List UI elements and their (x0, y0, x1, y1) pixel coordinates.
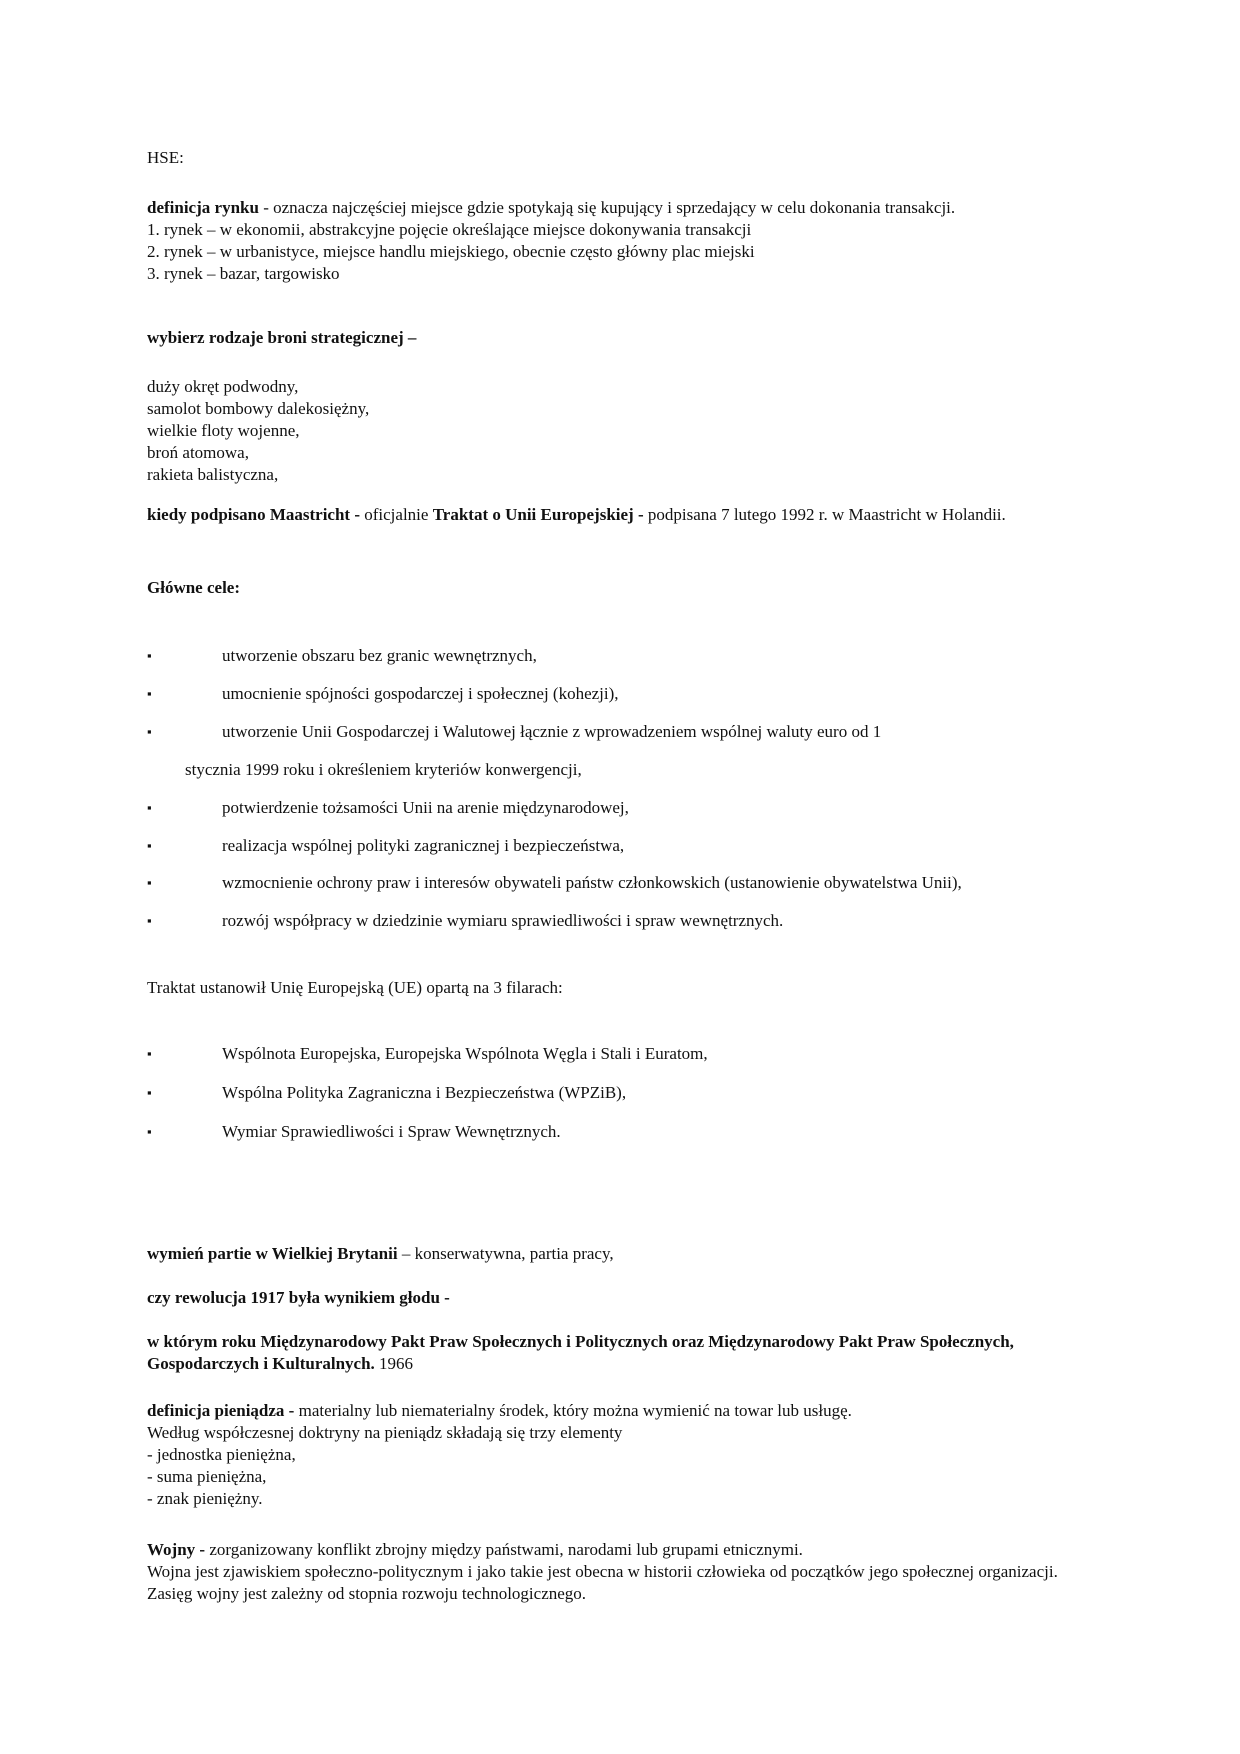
pieniadz-item: - jednostka pieniężna, (147, 1445, 296, 1464)
filary-bullet-item (147, 1082, 1067, 1104)
filary-item-text: Wspólnota Europejska, Europejska Wspólnota Węgla i Stali i Euratom, (222, 1044, 708, 1063)
section-rynek (147, 197, 1067, 285)
cele-bullet-item (147, 721, 1067, 743)
wojny-definition: zorganizowany konflikt zbrojny między państwami, narodami lub grupami etnicznymi. (205, 1540, 803, 1559)
section-pieniadz (147, 1400, 1067, 1510)
bullet-icon: ▪ (147, 1046, 152, 1061)
partie-answer: – konserwatywna, partia pracy, (397, 1244, 614, 1263)
bullet-icon: ▪ (147, 913, 152, 928)
cele-item-continuation: stycznia 1999 roku i określeniem kryteriów konwergencji, (185, 760, 582, 779)
bron-item: duży okręt podwodny, (147, 377, 299, 396)
bron-item: rakieta balistyczna, (147, 465, 279, 484)
pakt-paragraph (147, 1331, 1027, 1375)
cele-item-text: rozwój współpracy w dziedzinie wymiaru sprawiedliwości i spraw wewnętrznych. (222, 911, 784, 930)
rewolucja-question: czy rewolucja 1917 była wynikiem głodu - (147, 1288, 450, 1307)
pieniadz-definition: materialny lub niematerialny środek, który można wymienić na towar lub usługę. (294, 1401, 852, 1420)
bullet-icon: ▪ (147, 838, 152, 853)
wojny-line2: Wojna jest zjawiskiem społeczno-politycznym i jako takie jest obecna w historii człowieka od początków jego społecznej organizacji. Zasięg wojny jest zależny od stopnia rozwoju technologicznego. (147, 1562, 1058, 1603)
rynek-definition: - oznacza najczęściej miejsce gdzie spotykają się kupujący i sprzedający w celu dokonania transakcji. (258, 198, 956, 217)
bullet-icon: ▪ (147, 1124, 152, 1139)
cele-bullet-item (147, 872, 1067, 894)
cele-bullet-item (147, 645, 1067, 667)
filary-item-text: Wymiar Sprawiedliwości i Spraw Wewnętrznych. (222, 1122, 561, 1141)
rynek-item: 1. rynek – w ekonomii, abstrakcyjne pojęcie określające miejsce dokonywania transakcji (147, 220, 752, 239)
bron-list (147, 376, 1067, 486)
maastricht-treaty-name: Traktat o Unii Europejskiej - (432, 505, 644, 524)
page-heading: HSE: (147, 148, 184, 167)
bullet-icon: ▪ (147, 648, 152, 663)
bullet-icon: ▪ (147, 1085, 152, 1100)
bron-item: wielkie floty wojenne, (147, 421, 300, 440)
wojny-definition-line (147, 1539, 1067, 1561)
bron-question: wybierz rodzaje broni strategicznej – (147, 328, 417, 347)
cele-heading: Główne cele: (147, 578, 240, 597)
bullet-icon: ▪ (147, 875, 152, 890)
rynek-definition-line (147, 197, 1067, 219)
pieniadz-definition-line (147, 1400, 1067, 1422)
bullet-icon: ▪ (147, 800, 152, 815)
cele-bullet-item (147, 683, 1067, 705)
bron-item: samolot bombowy dalekosiężny, (147, 399, 370, 418)
pieniadz-line2: Według współczesnej doktryny na pieniądz składają się trzy elementy (147, 1423, 623, 1442)
partie-line (147, 1243, 1067, 1265)
cele-item-text: utworzenie Unii Gospodarczej i Walutowej łącznie z wprowadzeniem wspólnej waluty euro od 1 (222, 722, 882, 741)
filary-bullet-item (147, 1121, 1067, 1143)
pieniadz-term: definicja pieniądza - (147, 1401, 295, 1420)
cele-bullet-item (147, 797, 1067, 819)
cele-item-text: potwierdzenie tożsamości Unii na arenie międzynarodowej, (222, 798, 629, 817)
cele-item-text: utworzenie obszaru bez granic wewnętrznych, (222, 646, 537, 665)
maastricht-text2: podpisana 7 lutego 1992 r. w Maastricht w Holandii. (643, 505, 1006, 524)
bullet-icon: ▪ (147, 686, 152, 701)
pieniadz-item: - znak pieniężny. (147, 1489, 263, 1508)
maastricht-text1: oficjalnie (360, 505, 433, 524)
cele-item-text: wzmocnienie ochrony praw i interesów obywateli państw członkowskich (ustanowienie obywatelstwa Unii), (222, 873, 962, 892)
pakt-answer: 1966 (374, 1354, 414, 1373)
cele-bullet-item (147, 910, 1067, 932)
filary-bullet-item (147, 1043, 1067, 1065)
pakt-question: w którym roku Międzynarodowy Pakt Praw Społecznych i Politycznych oraz Międzynarodowy Pakt Praw Społecznych, Gospodarczych i Kulturalnych. (147, 1332, 1014, 1373)
cele-bullet-item (147, 835, 1067, 857)
rynek-item: 2. rynek – w urbanistyce, miejsce handlu miejskiego, obecnie często główny plac miejski (147, 242, 755, 261)
rynek-item: 3. rynek – bazar, targowisko (147, 264, 340, 283)
maastricht-paragraph (147, 504, 1047, 526)
cele-item-text: umocnienie spójności gospodarczej i społecznej (kohezji), (222, 684, 619, 703)
filary-item-text: Wspólna Polityka Zagraniczna i Bezpieczeństwa (WPZiB), (222, 1083, 627, 1102)
maastricht-question: kiedy podpisano Maastricht - (147, 505, 360, 524)
filary-intro: Traktat ustanowił Unię Europejską (UE) opartą na 3 filarach: (147, 978, 563, 997)
cele-item-text: realizacja wspólnej polityki zagranicznej i bezpieczeństwa, (222, 836, 625, 855)
partie-question: wymień partie w Wielkiej Brytanii (147, 1244, 398, 1263)
bullet-icon: ▪ (147, 724, 152, 739)
bron-item: broń atomowa, (147, 443, 249, 462)
wojny-term: Wojny - (147, 1540, 206, 1559)
section-wojny (147, 1539, 1067, 1605)
rynek-term: definicja rynku (147, 198, 259, 217)
pieniadz-item: - suma pieniężna, (147, 1467, 267, 1486)
